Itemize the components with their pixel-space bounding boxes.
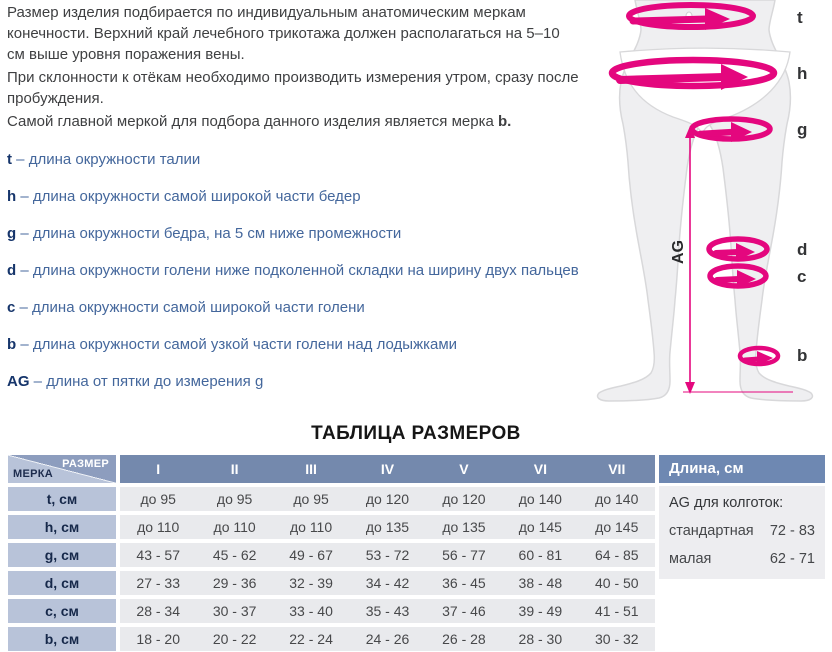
row-values xyxy=(120,599,655,623)
row-values xyxy=(120,571,655,595)
table-cell: до 95 xyxy=(216,491,253,507)
measurement-legend xyxy=(7,151,607,410)
table-cell: до 120 xyxy=(365,491,410,507)
row-values xyxy=(120,515,655,539)
length-row-small xyxy=(669,551,815,567)
size-table xyxy=(8,455,655,651)
table-cell: 22 - 24 xyxy=(289,631,333,647)
corner-label-measure: МЕРКА xyxy=(13,468,53,480)
table-cell: 33 - 40 xyxy=(289,603,333,619)
length-row-value: 72 - 83 xyxy=(769,523,815,539)
leg-measurement-diagram xyxy=(575,0,832,420)
column-header: VII xyxy=(608,461,626,477)
column-header: II xyxy=(230,461,239,477)
dash: – xyxy=(20,336,29,353)
dash: – xyxy=(20,262,29,279)
length-panel-header: Длина, см xyxy=(659,455,825,483)
legend-desc: длина окружности самой широкой части голени xyxy=(32,299,365,316)
length-row-standard xyxy=(669,523,815,539)
dash: – xyxy=(20,225,29,242)
table-row-g xyxy=(8,543,655,567)
table-cell: 38 - 48 xyxy=(518,575,563,591)
column-header: IV xyxy=(380,461,395,477)
table-cell: 30 - 37 xyxy=(212,603,257,619)
legend-item-t xyxy=(7,151,607,168)
table-cell: 60 - 81 xyxy=(518,547,563,563)
table-cell: до 110 xyxy=(137,519,180,535)
row-label: c, см xyxy=(8,599,116,623)
body-silhouette-illustration xyxy=(575,0,832,420)
table-cell: 36 - 45 xyxy=(442,575,486,591)
legend-desc: длина окружности самой узкой части голени над лодыжками xyxy=(32,336,458,353)
row-label: h, см xyxy=(8,515,116,539)
legend-desc: длина окружности голени ниже подколенной складки на ширину двух пальцев xyxy=(32,262,579,279)
table-cell: до 135 xyxy=(442,519,486,535)
table-cell: до 120 xyxy=(442,491,486,507)
length-panel-body xyxy=(659,486,825,579)
table-cell: 26 - 28 xyxy=(442,631,486,647)
table-cell: 41 - 51 xyxy=(594,603,639,619)
column-header: VI xyxy=(533,461,547,477)
legend-key: h xyxy=(7,188,17,205)
legend-item-b xyxy=(7,336,607,353)
table-cell: до 110 xyxy=(213,519,256,535)
legend-item-g xyxy=(7,225,607,242)
table-cell: 64 - 85 xyxy=(594,547,639,563)
table-row-b xyxy=(8,627,655,651)
legend-desc: длина от пятки до измерения g xyxy=(46,373,264,390)
table-cell: 30 - 32 xyxy=(594,631,639,647)
table-cell: до 145 xyxy=(595,519,639,535)
highlight-note-text: Самой главной меркой для подбора данного изделия является мерка xyxy=(7,113,494,130)
table-cell: до 145 xyxy=(518,519,562,535)
table-row-d xyxy=(8,571,655,595)
table-cell: 56 - 77 xyxy=(442,547,486,563)
table-cell: 34 - 42 xyxy=(365,575,410,591)
highlight-note-key: b. xyxy=(497,113,512,130)
legend-key: c xyxy=(7,299,16,316)
size-table-title: ТАБЛИЦА РАЗМЕРОВ xyxy=(311,423,521,444)
legend-item-ag xyxy=(7,373,607,390)
table-row-t xyxy=(8,487,655,511)
corner-label-size: РАЗМЕР xyxy=(62,458,109,470)
legend-key: d xyxy=(7,262,17,279)
table-cell: 37 - 46 xyxy=(442,603,486,619)
row-values xyxy=(120,627,655,651)
table-cell: 35 - 43 xyxy=(365,603,410,619)
legend-key: t xyxy=(7,151,12,168)
length-row-label: малая xyxy=(669,551,712,567)
table-cell: 43 - 57 xyxy=(136,547,180,563)
table-cell: до 110 xyxy=(289,519,333,535)
row-label: g, см xyxy=(8,543,116,567)
table-cell: до 140 xyxy=(595,491,639,507)
size-table-header-row xyxy=(8,455,655,483)
table-cell: 40 - 50 xyxy=(594,575,639,591)
diagram-label-h: h xyxy=(797,64,808,83)
table-cell: 18 - 20 xyxy=(136,631,180,647)
diagram-label-d: d xyxy=(797,240,808,259)
table-row-h xyxy=(8,515,655,539)
highlight-note xyxy=(7,111,579,132)
column-header: III xyxy=(305,461,317,477)
table-cell: 45 - 62 xyxy=(212,547,257,563)
diagram-label-c: c xyxy=(797,267,807,286)
table-cell: 28 - 30 xyxy=(518,631,563,647)
dash: – xyxy=(33,373,43,390)
table-cell: 24 - 26 xyxy=(365,631,410,647)
column-header: V xyxy=(459,461,469,477)
length-row-value: 62 - 71 xyxy=(769,551,815,567)
row-label: b, см xyxy=(8,627,116,651)
legend-desc: длина окружности бедра, на 5 см ниже промежности xyxy=(32,225,402,242)
row-label: d, см xyxy=(8,571,116,595)
table-cell: до 95 xyxy=(293,491,329,507)
legend-desc: длина окружности талии xyxy=(28,151,201,168)
table-cell: 49 - 67 xyxy=(289,547,333,563)
table-cell: 53 - 72 xyxy=(365,547,410,563)
diagram-label-t: t xyxy=(797,8,803,27)
length-row-label: стандартная xyxy=(669,523,754,539)
legend-key: g xyxy=(7,225,17,242)
intro-text-block xyxy=(7,2,579,134)
size-table-corner-cell xyxy=(8,455,116,483)
table-cell: 20 - 22 xyxy=(212,631,257,647)
legend-item-c xyxy=(7,299,607,316)
legend-key: b xyxy=(7,336,17,353)
table-cell: 27 - 33 xyxy=(136,575,180,591)
row-label: t, см xyxy=(8,487,116,511)
column-header: I xyxy=(156,461,161,477)
table-cell: 29 - 36 xyxy=(212,575,257,591)
length-panel-subtitle: AG для колготок: xyxy=(669,495,784,511)
dash: – xyxy=(20,188,29,205)
dash: – xyxy=(16,151,25,168)
diagram-label-b: b xyxy=(797,346,808,365)
intro-paragraph-2: При склонности к отёкам необходимо производить измерения утром, сразу после пробуждения. xyxy=(7,69,579,107)
table-cell: 28 - 34 xyxy=(136,603,180,619)
table-cell: до 95 xyxy=(140,491,176,507)
table-row-c xyxy=(8,599,655,623)
size-column-headers xyxy=(120,455,655,483)
intro-paragraph-1: Размер изделия подбирается по индивидуальным анатомическим меркам конечности. Верхний край лечебного трикотажа должен располагаться на 5–10 см выше уровня поражения вены. xyxy=(7,4,560,63)
table-cell: до 135 xyxy=(365,519,410,535)
length-panel xyxy=(659,455,825,579)
legend-item-h xyxy=(7,188,607,205)
row-values xyxy=(120,487,655,511)
row-values xyxy=(120,543,655,567)
legend-desc: длина окружности самой широкой части бедер xyxy=(32,188,361,205)
table-cell: 32 - 39 xyxy=(289,575,333,591)
ag-rotated-label: AG xyxy=(670,240,687,264)
dash: – xyxy=(19,299,28,316)
legend-key: AG xyxy=(7,373,30,390)
diagram-label-g: g xyxy=(797,120,808,139)
legend-item-d xyxy=(7,262,607,279)
table-cell: 39 - 49 xyxy=(518,603,563,619)
table-cell: до 140 xyxy=(518,491,562,507)
